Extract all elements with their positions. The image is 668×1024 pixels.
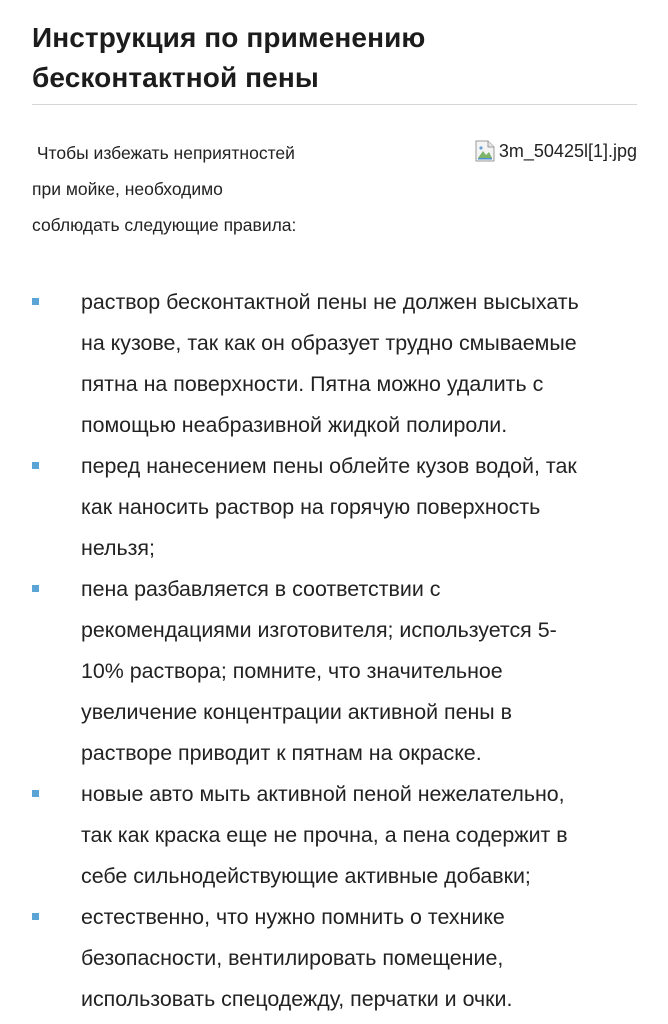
title-divider <box>32 104 637 105</box>
rule-line: на кузове, так как он образует трудно смываемые <box>81 331 577 355</box>
list-item <box>32 446 637 569</box>
rule-line: как наносить раствор на горячую поверхность <box>81 495 541 519</box>
article <box>32 18 637 1011</box>
rule-line: новые авто мыть активной пеной нежелательно, <box>81 782 565 806</box>
bullet-square-icon <box>32 913 39 920</box>
intro-line: Чтобы избежать неприятностей <box>32 143 295 163</box>
list-item <box>32 897 637 1020</box>
rule-line: рекомендациями изготовителя; используется 5- <box>81 618 557 642</box>
bullet-square-icon <box>32 462 39 469</box>
broken-image-icon <box>473 139 497 163</box>
rule-line: перед нанесением пены облейте кузов водой, так <box>81 454 577 478</box>
rule-line: пена разбавляется в соответствии с <box>81 577 441 601</box>
bullet-square-icon <box>32 790 39 797</box>
rule-line: раствор бесконтактной пены не должен высыхать <box>81 290 579 314</box>
rule-line: растворе приводит к пятнам на окраске. <box>81 741 482 765</box>
image-alt-text: 3m_50425l[1].jpg <box>498 140 637 161</box>
rule-line: безопасности, вентилировать помещение, <box>81 946 504 970</box>
rule-line: нельзя; <box>81 536 155 560</box>
list-item <box>32 569 637 774</box>
rules-list <box>32 282 637 1020</box>
intro-line: при мойке, необходимо <box>32 179 223 199</box>
intro-paragraph <box>32 135 362 243</box>
rule-line: пятна на поверхности. Пятна можно удалить с <box>81 372 544 396</box>
list-item <box>32 774 637 897</box>
rule-line: использовать спецодежду, перчатки и очки. <box>81 987 513 1011</box>
title-line: бесконтактной пены <box>32 62 319 93</box>
page-title <box>32 18 637 98</box>
rule-line: так как краска еще не прочна, а пена содержит в <box>81 823 568 847</box>
title-line: Инструкция по применению <box>32 22 426 53</box>
rule-line: увеличение концентрации активной пены в <box>81 700 512 724</box>
intro-line: соблюдать следующие правила: <box>32 215 297 235</box>
bullet-square-icon <box>32 298 39 305</box>
list-item <box>32 282 637 446</box>
rule-line: себе сильнодействующие активные добавки; <box>81 864 531 888</box>
intro-section <box>32 135 637 255</box>
rule-line: 10% раствора; помните, что значительное <box>81 659 503 683</box>
rule-line: естественно, что нужно помнить о технике <box>81 905 505 929</box>
broken-image <box>473 139 637 163</box>
rule-line: помощью неабразивной жидкой полироли. <box>81 413 508 437</box>
bullet-square-icon <box>32 585 39 592</box>
